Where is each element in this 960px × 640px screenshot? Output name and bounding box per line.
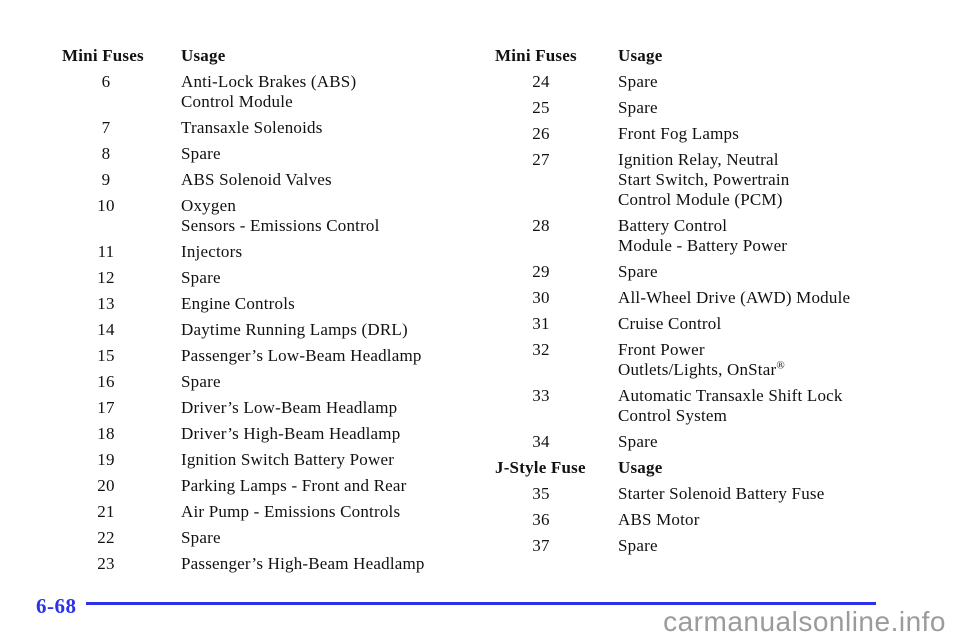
fuse-number: 16 [97, 372, 115, 391]
usage-line: Passenger’s High-Beam Headlamp [181, 554, 425, 573]
fuse-number: 19 [97, 450, 115, 469]
fuse-type-header: Mini Fuses [62, 46, 144, 65]
fuse-row [62, 528, 488, 548]
fuse-table-right [495, 46, 955, 562]
usage-line: Parking Lamps - Front and Rear [181, 476, 407, 495]
fuse-row [495, 432, 955, 452]
usage-line: Start Switch, Powertrain [618, 170, 790, 189]
fuse-usage [181, 476, 488, 496]
fuse-row [495, 124, 955, 144]
fuse-usage [181, 372, 488, 392]
fuse-row [62, 476, 488, 496]
fuse-usage [618, 216, 955, 256]
fuse-usage [618, 262, 955, 282]
fuse-row [62, 554, 488, 574]
usage-line: Spare [181, 268, 221, 287]
fuse-row [62, 320, 488, 340]
fuse-row [62, 372, 488, 392]
fuse-number: 37 [532, 536, 550, 555]
usage-line: Spare [618, 262, 658, 281]
usage-line: ABS Solenoid Valves [181, 170, 332, 189]
fuse-row [62, 118, 488, 138]
fuse-number: 8 [101, 144, 111, 163]
fuse-usage [181, 528, 488, 548]
fuse-number: 32 [532, 340, 550, 359]
usage-line: Sensors - Emissions Control [181, 216, 380, 235]
fuse-number: 13 [97, 294, 115, 313]
fuse-usage [181, 346, 488, 366]
usage-line: Spare [618, 72, 658, 91]
usage-line: Front Fog Lamps [618, 124, 740, 143]
fuse-row [62, 170, 488, 190]
fuse-number: 27 [532, 150, 550, 169]
fuse-number: 21 [97, 502, 115, 521]
fuse-usage [618, 98, 955, 118]
fuse-usage [618, 314, 955, 334]
usage-line: Spare [618, 536, 658, 555]
fuse-row [62, 72, 488, 112]
fuse-number: 24 [532, 72, 550, 91]
fuse-number: 30 [532, 288, 550, 307]
usage-header: Usage [618, 46, 663, 65]
fuse-number: 6 [101, 72, 111, 91]
usage-line: Control Module [181, 92, 293, 111]
fuse-number: 31 [532, 314, 550, 333]
fuse-row [495, 536, 955, 556]
fuse-row [62, 242, 488, 262]
fuse-row [62, 424, 488, 444]
usage-line: Automatic Transaxle Shift Lock [618, 386, 843, 405]
usage-line: Oxygen [181, 196, 237, 215]
usage-line: Control System [618, 406, 728, 425]
fuse-usage [618, 124, 955, 144]
fuse-table-left [62, 46, 488, 580]
usage-line: Front Power [618, 340, 705, 359]
fuse-row [495, 98, 955, 118]
fuse-usage [181, 294, 488, 314]
fuse-number: 26 [532, 124, 550, 143]
usage-line: Ignition Switch Battery Power [181, 450, 395, 469]
fuse-usage [618, 72, 955, 92]
usage-line: ABS Motor [618, 510, 700, 529]
usage-header: Usage [618, 458, 663, 477]
usage-line: Module - Battery Power [618, 236, 788, 255]
fuse-usage [618, 432, 955, 452]
fuse-usage [181, 268, 488, 288]
table-header-row [62, 46, 488, 66]
fuse-row [62, 294, 488, 314]
fuse-row [495, 150, 955, 210]
fuse-number: 28 [532, 216, 550, 235]
fuse-usage [618, 484, 955, 504]
fuse-number: 12 [97, 268, 115, 287]
usage-line: Cruise Control [618, 314, 722, 333]
fuse-number: 23 [97, 554, 115, 573]
fuse-number: 17 [97, 398, 115, 417]
fuse-number: 20 [97, 476, 115, 495]
usage-line: Injectors [181, 242, 243, 261]
registered-trademark-symbol: ® [776, 359, 785, 372]
usage-line: Outlets/Lights, OnStar® [618, 359, 785, 379]
fuse-usage [181, 118, 488, 138]
usage-line: Spare [181, 144, 221, 163]
fuse-row [62, 450, 488, 470]
fuse-number: 34 [532, 432, 550, 451]
usage-line: Daytime Running Lamps (DRL) [181, 320, 408, 339]
fuse-usage [618, 288, 955, 308]
table-header-row [495, 46, 955, 66]
usage-line: Air Pump - Emissions Controls [181, 502, 401, 521]
fuse-number: 7 [101, 118, 111, 137]
fuse-usage [181, 170, 488, 190]
usage-line: Spare [618, 432, 658, 451]
usage-line: Spare [181, 528, 221, 547]
fuse-number: 9 [101, 170, 111, 189]
fuse-usage [181, 320, 488, 340]
fuse-usage [181, 242, 488, 262]
fuse-row [495, 484, 955, 504]
fuse-number: 35 [532, 484, 550, 503]
fuse-row [495, 288, 955, 308]
fuse-usage [618, 536, 955, 556]
fuse-usage [181, 450, 488, 470]
fuse-row [62, 196, 488, 236]
fuse-row [495, 216, 955, 256]
usage-header: Usage [181, 46, 226, 65]
footer-divider-rule [86, 602, 876, 605]
usage-line: Spare [181, 372, 221, 391]
fuse-number: 36 [532, 510, 550, 529]
fuse-row [495, 510, 955, 530]
fuse-usage [181, 144, 488, 164]
fuse-row [62, 268, 488, 288]
fuse-usage [618, 510, 955, 530]
fuse-usage [181, 72, 488, 112]
fuse-number: 29 [532, 262, 550, 281]
fuse-row [495, 386, 955, 426]
fuse-number: 10 [97, 196, 115, 215]
usage-line: Starter Solenoid Battery Fuse [618, 484, 825, 503]
fuse-usage [181, 196, 488, 236]
fuse-usage [181, 424, 488, 444]
fuse-number: 11 [97, 242, 115, 261]
watermark: carmanualsonline.info [663, 606, 946, 637]
fuse-row [62, 398, 488, 418]
fuse-usage [618, 150, 955, 210]
fuse-number: 14 [97, 320, 115, 339]
usage-line: Engine Controls [181, 294, 295, 313]
fuse-usage [181, 398, 488, 418]
fuse-usage [618, 340, 955, 380]
fuse-row [62, 346, 488, 366]
table-header-row [495, 458, 955, 478]
usage-line: Driver’s Low-Beam Headlamp [181, 398, 398, 417]
usage-line: Anti-Lock Brakes (ABS) [181, 72, 357, 91]
fuse-type-header: J-Style Fuse [495, 458, 586, 477]
usage-line: Spare [618, 98, 658, 117]
page-number: 6-68 [36, 594, 77, 618]
fuse-number: 18 [97, 424, 115, 443]
fuse-row [62, 502, 488, 522]
usage-line: Transaxle Solenoids [181, 118, 323, 137]
fuse-row [62, 144, 488, 164]
fuse-number: 33 [532, 386, 550, 405]
fuse-row [495, 340, 955, 380]
usage-line: Battery Control [618, 216, 728, 235]
fuse-number: 25 [532, 98, 550, 117]
usage-line: Driver’s High-Beam Headlamp [181, 424, 401, 443]
fuse-usage [181, 554, 488, 574]
fuse-usage [618, 386, 955, 426]
fuse-number: 22 [97, 528, 115, 547]
usage-line: Control Module (PCM) [618, 190, 783, 209]
fuse-type-header: Mini Fuses [495, 46, 577, 65]
usage-line: Passenger’s Low-Beam Headlamp [181, 346, 422, 365]
fuse-number: 15 [97, 346, 115, 365]
fuse-usage [181, 502, 488, 522]
usage-line: Ignition Relay, Neutral [618, 150, 779, 169]
fuse-row [495, 314, 955, 334]
fuse-row [495, 262, 955, 282]
fuse-row [495, 72, 955, 92]
usage-line: All-Wheel Drive (AWD) Module [618, 288, 851, 307]
